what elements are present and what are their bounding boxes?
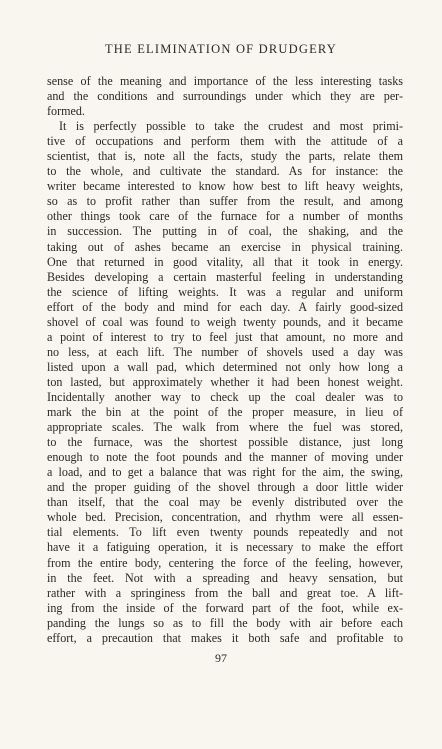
text-line: a load, and to get a balance that was right for the aim, the swing,	[47, 465, 403, 480]
text-line: Incidentally another way to check up the coal dealer was to	[47, 389, 403, 404]
text-line: and the conditions and surroundings under which they are per-	[47, 89, 403, 104]
text-line: enough to note the foot pounds and the manner of moving under	[47, 450, 403, 465]
text-line: listed upon a wall pad, which determined not only how long a	[47, 359, 403, 374]
text-line: to the furnace, was the shortest possible distance, just long	[47, 435, 403, 450]
text-line: whole bed. Precision, concentration, and rhythm were all essen-	[47, 510, 403, 525]
text-line: so as to profit rather than suffer from the result, and among	[47, 194, 403, 209]
text-line: tial elements. To lift even twenty pounds repeatedly and not	[47, 525, 403, 540]
text-line: scientist, that is, note all the facts, study the parts, relate them	[47, 149, 403, 164]
text-line: tive of occupations and perform them with the attitude of a	[47, 134, 403, 149]
text-line: taking out of ashes became an exercise in physical training.	[47, 239, 403, 254]
text-line: have it a fatiguing operation, it is necessary to make the effort	[47, 540, 403, 555]
text-line: in the feet. Not with a spreading and heavy sensation, but	[47, 570, 403, 585]
text-line: Besides developing a certain masterful feeling in understanding	[47, 269, 403, 284]
text-line: shovel of coal was found to weigh twenty pounds, and it became	[47, 314, 403, 329]
text-line: One that returned in good vitality, all that it took in energy.	[47, 254, 403, 269]
text-line: ing from the inside of the forward part of the foot, while ex-	[47, 600, 403, 615]
text-line: appropriate scales. The walk from where the fuel was stored,	[47, 420, 403, 435]
running-head: THE ELIMINATION OF DRUDGERY	[104, 42, 338, 56]
text-line: sense of the meaning and importance of the less interesting tasks	[47, 74, 403, 88]
text-line: a point of interest to try to feel just that amount, no more and	[47, 329, 403, 344]
text-line: effort of the body and mind for each day. A fairly good-sized	[47, 299, 403, 314]
text-line: to the whole, and cultivate the standard. As for instance: the	[47, 164, 403, 179]
text-line: rather with a springiness from the ball and great toe. A lift-	[47, 585, 403, 600]
text-line: no less, at each lift. The number of shovels used a day was	[47, 344, 403, 359]
text-line: effort, a precaution that makes it both safe and profitable to	[47, 630, 403, 645]
text-line: ton lasted, but approximately whether it had been honest weight.	[47, 374, 403, 389]
text-line: panding the lungs so as to fill the body with air before each	[47, 615, 403, 630]
page-number: 97	[215, 651, 227, 665]
text-line: from the entire body, centering the force of the feeling, however,	[47, 555, 403, 570]
text-line: and the proper guiding of the shovel through a door little wider	[47, 480, 403, 495]
text-line: mark the bin at the point of the proper measure, in lieu of	[47, 405, 403, 420]
text-line: in succession. The putting in of coal, the shaking, and the	[47, 224, 403, 239]
text-line: formed.	[47, 104, 85, 119]
text-line: It is perfectly possible to take the crudest and most primi-	[59, 119, 403, 134]
text-line: other things took care of the furnace for a number of months	[47, 209, 403, 224]
body-text	[47, 74, 403, 646]
text-line: the science of lifting weights. It was a regular and uniform	[47, 284, 403, 299]
text-line: writer became interested to know how best to lift heavy weights,	[47, 179, 403, 194]
text-line: than itself, that the coal may be evenly distributed over the	[47, 495, 403, 510]
